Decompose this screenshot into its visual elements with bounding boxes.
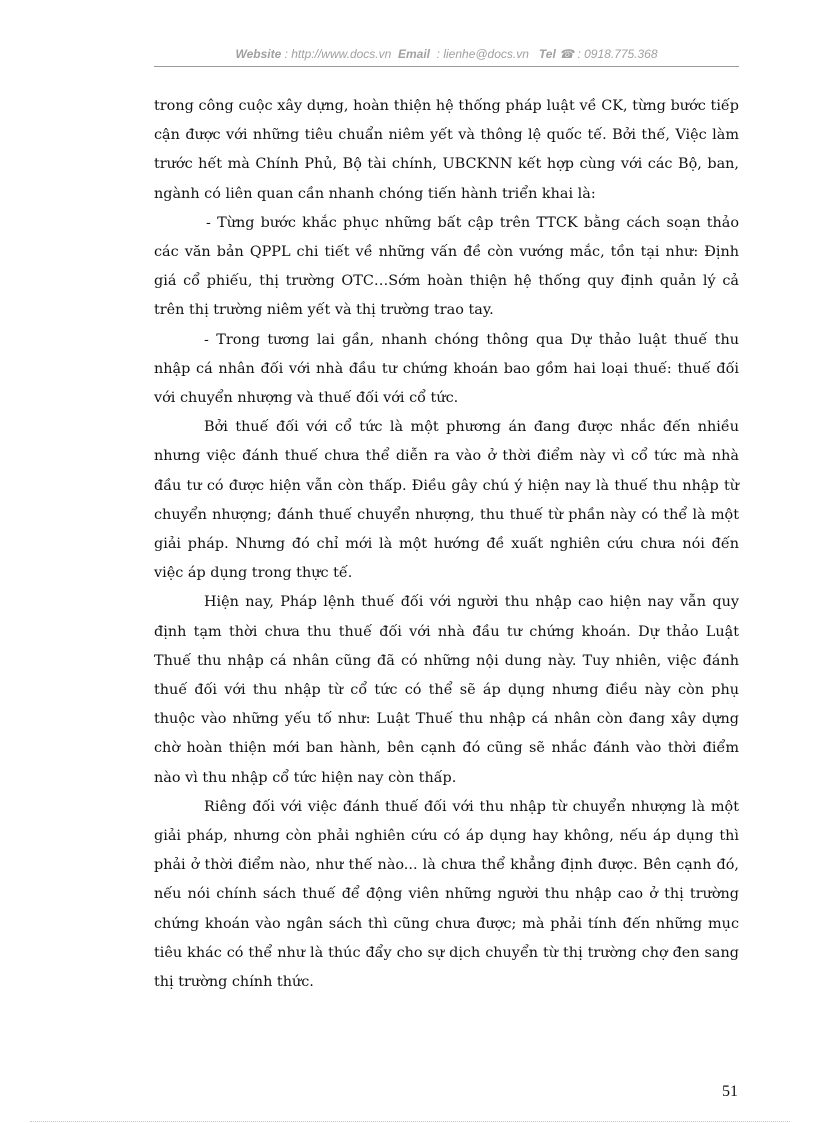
tel-value: ☎ : 0918.775.368 <box>559 47 658 61</box>
header-divider <box>154 66 739 67</box>
website-label: Website <box>235 47 282 61</box>
paragraph-6: Riêng đối với việc đánh thuế đối với thu nhập từ chuyển nhượng là một giải pháp, nhưng còn phải nghiên cứu có áp dụng hay không, nếu áp dụng thì phải ở thời điểm nào, như thế nào... là chưa thể khẳng định được. Bên cạnh đó, nếu nói chính sách thuế để động viên những người thu nhập cao ở thị trường chứng khoán vào ngân sách thì cũng chưa được; mà phải tính đến những mục tiêu khác có thể như là thúc đẩy cho sự dịch chuyển từ thị trường chợ đen sang thị trường chính thức. <box>154 798 739 991</box>
paragraph-2: - Từng bước khắc phục những bất cập trên TTCK bằng cách soạn thảo các văn bản QPPL chi tiết về những vấn đề còn vướng mắc, tồn tại như: Định giá cổ phiếu, thị trường OTC…Sớm hoàn thiện hệ thống quy định quản lý cả trên thị trường niêm yết và thị trường trao tay. <box>154 214 739 319</box>
footer-divider <box>30 1121 790 1122</box>
page-header <box>154 47 739 65</box>
website-value: : http://www.docs.vn <box>284 47 392 61</box>
email-label: Email <box>397 47 430 61</box>
document-body <box>154 92 739 997</box>
paragraph-5: Hiện nay, Pháp lệnh thuế đối với người thu nhập cao hiện nay vẫn quy định tạm thời chưa thu thuế đối với nhà đầu tư chứng khoán. Dự thảo Luật Thuế thu nhập cá nhân cũng đã có những nội dung này. Tuy nhiên, việc đánh thuế đối với thu nhập từ cổ tức có thể sẽ áp dụng nhưng điều này còn phụ thuộc vào những yếu tố như: Luật Thuế thu nhập cá nhân còn đang xây dựng chờ hoàn thiện mới ban hành, bên cạnh đó cũng sẽ nhắc đánh vào thời điểm nào vì thu nhập cổ tức hiện nay còn thấp. <box>154 594 739 786</box>
paragraph-3: - Trong tương lai gần, nhanh chóng thông qua Dự thảo luật thuế thu nhập cá nhân đối với nhà đầu tư chứng khoán bao gồm hai loại thuế: thuế đối với chuyển nhượng và thuế đối với cổ tức. <box>154 331 739 407</box>
tel-label: Tel <box>538 47 556 61</box>
paragraph-4: Bởi thuế đối với cổ tức là một phương án đang được nhắc đến nhiều nhưng việc đánh thuế chưa thể diễn ra vào ở thời điểm này vì cổ tức mà nhà đầu tư có được hiện vẫn còn thấp. Điều gây chú ý hiện nay là thuế thu nhập từ chuyển nhượng; đánh thuế chuyển nhượng, thu thuế từ phần này có thể là một giải pháp. Nhưng đó chỉ mới là một hướng đề xuất nghiên cứu chưa nói đến việc áp dụng trong thực tế. <box>154 419 739 582</box>
page-number: 51 <box>722 1083 738 1100</box>
email-value: : lienhe@docs.vn <box>436 47 529 61</box>
paragraph-1: trong công cuộc xây dựng, hoàn thiện hệ thống pháp luật về CK, từng bước tiếp cận được với những tiêu chuẩn niêm yết và thông lệ quốc tế. Bởi thế, Việc làm trước hết mà Chính Phủ, Bộ tài chính, UBCKNN kết hợp cùng với các Bộ, ban, ngành có liên quan cần nhanh chóng tiến hành triển khai là: <box>154 98 739 202</box>
